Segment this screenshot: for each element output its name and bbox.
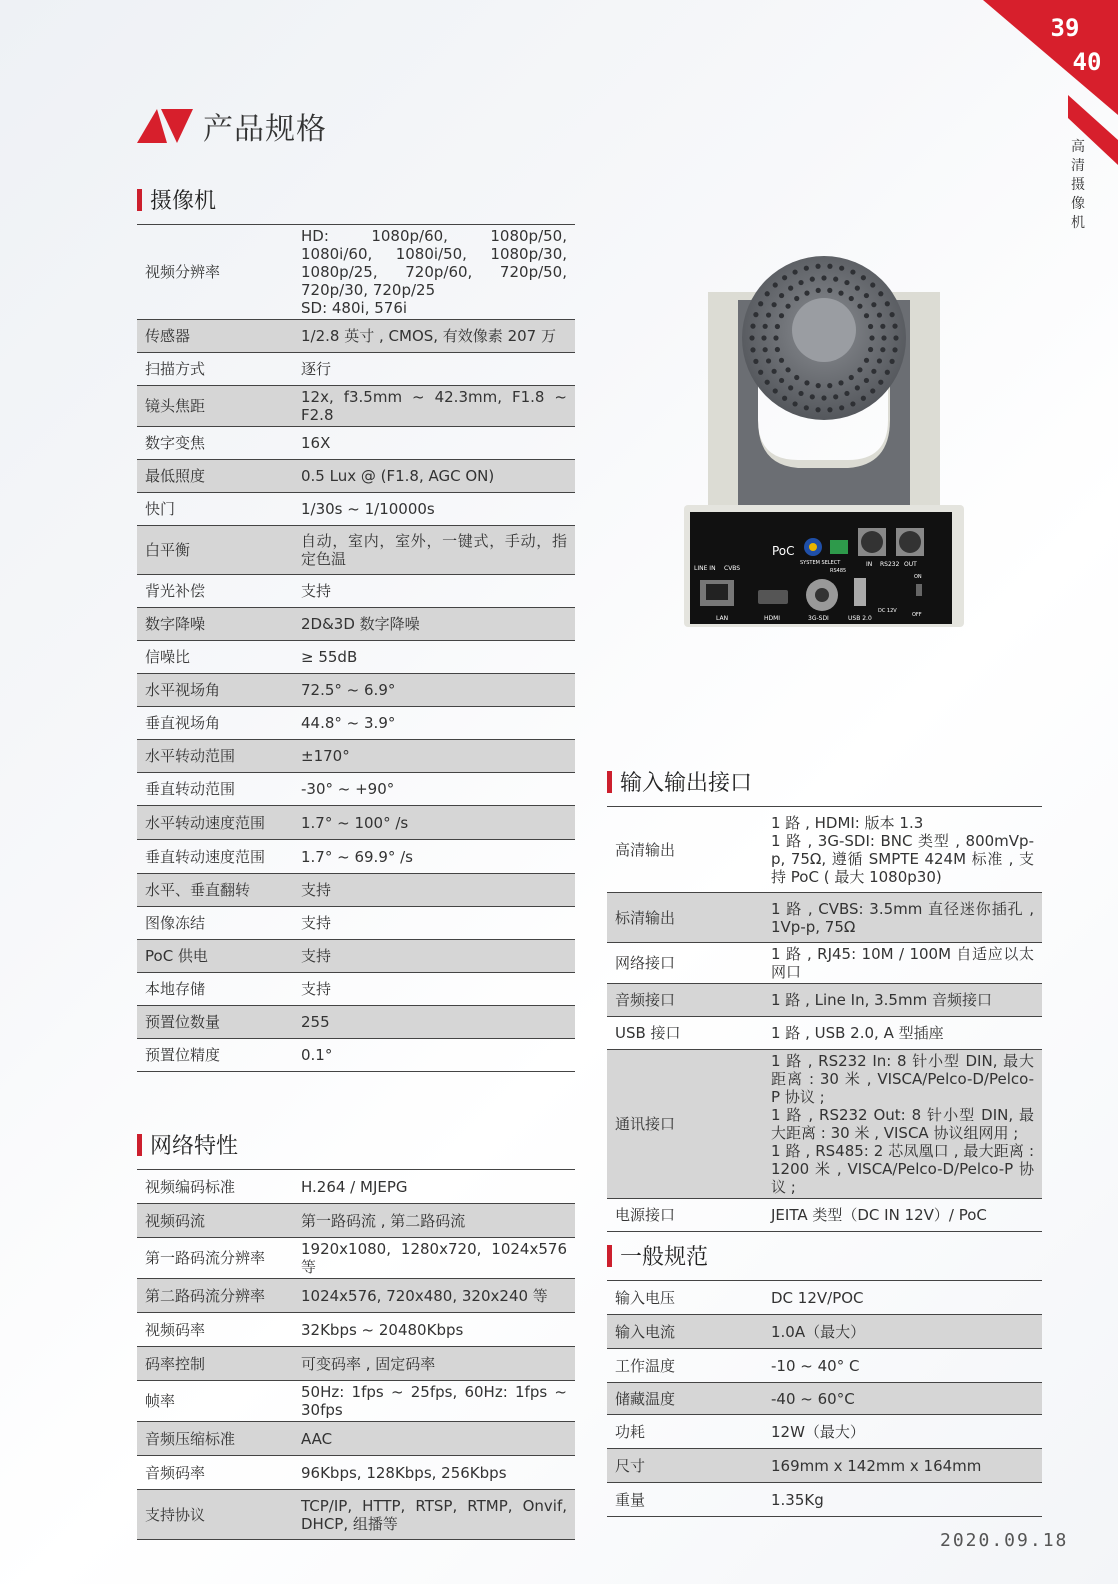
spec-key: 扫描方式 bbox=[137, 353, 293, 386]
spec-key: 网络接口 bbox=[607, 943, 763, 984]
camera-section-heading bbox=[137, 184, 216, 215]
table-row bbox=[607, 1017, 1042, 1050]
table-row bbox=[137, 1238, 575, 1279]
spec-value: 96Kbps, 128Kbps, 256Kbps bbox=[293, 1456, 575, 1490]
rs485-label: RS485 bbox=[830, 568, 847, 574]
spec-key: 水平视场角 bbox=[137, 674, 293, 707]
table-row bbox=[137, 773, 575, 806]
spec-value: -40 ~ 60°C bbox=[763, 1383, 1042, 1415]
table-row bbox=[137, 840, 575, 874]
spec-key: 储藏温度 bbox=[607, 1383, 763, 1415]
sdi-label: 3G-SDI bbox=[808, 615, 829, 622]
table-row bbox=[137, 1381, 575, 1422]
spec-key: 重量 bbox=[607, 1483, 763, 1517]
table-row bbox=[137, 1313, 575, 1347]
table-row bbox=[137, 1039, 575, 1072]
heading-text: 网络特性 bbox=[150, 1134, 239, 1159]
table-row bbox=[137, 940, 575, 973]
table-row bbox=[607, 1281, 1042, 1315]
heading-bar bbox=[137, 1134, 142, 1156]
heading-text: 输入输出接口 bbox=[620, 771, 753, 796]
spec-key: 视频码流 bbox=[137, 1204, 293, 1238]
hdmi-label: HDMI bbox=[764, 615, 781, 622]
spec-value: H.264 / MJEPG bbox=[293, 1170, 575, 1204]
spec-key: 第一路码流分辨率 bbox=[137, 1238, 293, 1279]
publish-date: 2020.09.18 bbox=[940, 1530, 1069, 1551]
io-section-heading bbox=[607, 766, 752, 797]
spec-value: 1.0A（最大） bbox=[763, 1315, 1042, 1349]
poc-label: PoC bbox=[772, 544, 795, 558]
io-spec-table bbox=[607, 806, 1042, 1232]
table-row bbox=[137, 674, 575, 707]
in-label: IN bbox=[866, 561, 873, 568]
table-row bbox=[137, 1456, 575, 1490]
network-section-heading bbox=[137, 1129, 238, 1160]
page-number-bottom: 40 bbox=[1072, 48, 1102, 76]
spec-value: 1/2.8 英寸 , CMOS, 有效像素 207 万 bbox=[293, 320, 575, 353]
spec-value: 255 bbox=[293, 1006, 575, 1039]
spec-key: 视频码率 bbox=[137, 1313, 293, 1347]
rs232-label: RS232 bbox=[880, 561, 900, 568]
spec-key: 音频码率 bbox=[137, 1456, 293, 1490]
spec-key: 垂直转动范围 bbox=[137, 773, 293, 806]
spec-value: 支持 bbox=[293, 907, 575, 940]
table-row bbox=[137, 1279, 575, 1313]
camera-product-image bbox=[678, 250, 968, 630]
table-row bbox=[137, 641, 575, 674]
spec-key: 信噪比 bbox=[137, 641, 293, 674]
spec-key: 图像冻结 bbox=[137, 907, 293, 940]
table-row bbox=[137, 707, 575, 740]
spec-value: 1 路 , HDMI: 版本 1.3 1 路 , 3G-SDI: BNC 类型 , 800mVp-p, 75Ω, 遵循 SMPTE 424M 标准 , 支持 PoC ( 最大 1080p30) bbox=[763, 807, 1042, 893]
spec-value: 1920x1080, 1280x720, 1024x576 等 bbox=[293, 1238, 575, 1279]
spec-value: 12W（最大） bbox=[763, 1415, 1042, 1449]
spec-key: 背光补偿 bbox=[137, 575, 293, 608]
table-row bbox=[607, 1383, 1042, 1415]
spec-key: USB 接口 bbox=[607, 1017, 763, 1050]
spec-value: DC 12V/POC bbox=[763, 1281, 1042, 1315]
spec-value: ±170° bbox=[293, 740, 575, 773]
table-row bbox=[607, 1449, 1042, 1483]
table-row bbox=[137, 460, 575, 493]
camera-spec-table bbox=[137, 224, 575, 1072]
spec-value: TCP/IP, HTTP, RTSP, RTMP, Onvif, DHCP, 组播等 bbox=[293, 1490, 575, 1540]
spec-value: 1 路 , RJ45: 10M / 100M 自适应以太网口 bbox=[763, 943, 1042, 984]
spec-key: 第二路码流分辨率 bbox=[137, 1279, 293, 1313]
table-row bbox=[607, 1199, 1042, 1232]
spec-value: -10 ~ 40° C bbox=[763, 1349, 1042, 1383]
spec-value: 50Hz: 1fps ~ 25fps, 60Hz: 1fps ~ 30fps bbox=[293, 1381, 575, 1422]
spec-key: 垂直视场角 bbox=[137, 707, 293, 740]
spec-value: HD: 1080p/60, 1080p/50, 1080i/60, 1080i/50, 1080p/30, 1080p/25, 720p/60, 720p/50, 720p/30, 720p/25 SD: 480i, 576i bbox=[293, 225, 575, 320]
table-row bbox=[137, 575, 575, 608]
spec-value: 1.7° ~ 100° /s bbox=[293, 806, 575, 840]
spec-value: 2D&3D 数字降噪 bbox=[293, 608, 575, 641]
spec-key: 数字变焦 bbox=[137, 427, 293, 460]
spec-value: ≥ 55dB bbox=[293, 641, 575, 674]
table-row bbox=[607, 1483, 1042, 1517]
spec-key: 视频分辨率 bbox=[137, 225, 293, 320]
spec-key: 通讯接口 bbox=[607, 1050, 763, 1199]
table-row bbox=[137, 907, 575, 940]
out-label: OUT bbox=[904, 561, 917, 568]
general-spec-table bbox=[607, 1280, 1042, 1517]
line-in-label: LINE IN bbox=[694, 565, 716, 572]
heading-bar bbox=[607, 1245, 612, 1267]
spec-key: 标清输出 bbox=[607, 893, 763, 943]
table-row bbox=[137, 353, 575, 386]
spec-key: 预置位精度 bbox=[137, 1039, 293, 1072]
page-number-top: 39 bbox=[1050, 14, 1080, 42]
dc-label: DC 12V bbox=[878, 608, 897, 614]
spec-key: 快门 bbox=[137, 493, 293, 526]
spec-key: 水平转动速度范围 bbox=[137, 806, 293, 840]
spec-key: 传感器 bbox=[137, 320, 293, 353]
spec-key: 高清输出 bbox=[607, 807, 763, 893]
lan-label: LAN bbox=[716, 615, 729, 622]
table-row bbox=[137, 1490, 575, 1540]
spec-key: 输入电流 bbox=[607, 1315, 763, 1349]
cvbs-label: CVBS bbox=[724, 565, 741, 572]
spec-value: 可变码率 , 固定码率 bbox=[293, 1347, 575, 1381]
heading-text: 摄像机 bbox=[150, 189, 217, 214]
spec-key: 白平衡 bbox=[137, 526, 293, 575]
table-row bbox=[137, 1006, 575, 1039]
table-row bbox=[137, 1422, 575, 1456]
spec-key: 音频压缩标准 bbox=[137, 1422, 293, 1456]
spec-value: 逐行 bbox=[293, 353, 575, 386]
spec-key: 视频编码标准 bbox=[137, 1170, 293, 1204]
spec-value: 32Kbps ~ 20480Kbps bbox=[293, 1313, 575, 1347]
general-section-heading bbox=[607, 1240, 708, 1271]
table-row bbox=[137, 526, 575, 575]
spec-key: 镜头焦距 bbox=[137, 386, 293, 427]
table-row bbox=[137, 608, 575, 641]
table-row bbox=[137, 973, 575, 1006]
spec-key: 工作温度 bbox=[607, 1349, 763, 1383]
spec-value: 169mm x 142mm x 164mm bbox=[763, 1449, 1042, 1483]
table-row bbox=[607, 1050, 1042, 1199]
page-title bbox=[137, 104, 327, 148]
table-row bbox=[137, 320, 575, 353]
table-row bbox=[137, 427, 575, 460]
table-row bbox=[607, 893, 1042, 943]
table-row bbox=[137, 225, 575, 320]
spec-value: 0.5 Lux @ (F1.8, AGC ON) bbox=[293, 460, 575, 493]
spec-value: JEITA 类型（DC IN 12V）/ PoC bbox=[763, 1199, 1042, 1232]
spec-value: 1.35Kg bbox=[763, 1483, 1042, 1517]
usb-label: USB 2.0 bbox=[848, 615, 872, 622]
spec-value: 第一路码流 , 第二路码流 bbox=[293, 1204, 575, 1238]
table-row bbox=[137, 1170, 575, 1204]
table-row bbox=[137, 493, 575, 526]
spec-key: 功耗 bbox=[607, 1415, 763, 1449]
spec-value: 1 路 , USB 2.0, A 型插座 bbox=[763, 1017, 1042, 1050]
heading-bar bbox=[137, 189, 142, 211]
table-row bbox=[607, 943, 1042, 984]
page-title-text: 产品规格 bbox=[203, 112, 327, 147]
table-row bbox=[137, 806, 575, 840]
spec-value: 支持 bbox=[293, 973, 575, 1006]
table-row bbox=[137, 1204, 575, 1238]
table-row bbox=[607, 807, 1042, 893]
spec-value: 16X bbox=[293, 427, 575, 460]
spec-key: 音频接口 bbox=[607, 984, 763, 1017]
heading-text: 一般规范 bbox=[620, 1245, 709, 1270]
spec-value: 1 路 , Line In, 3.5mm 音频接口 bbox=[763, 984, 1042, 1017]
table-row bbox=[137, 386, 575, 427]
spec-key: 码率控制 bbox=[137, 1347, 293, 1381]
heading-bar bbox=[607, 771, 612, 793]
spec-key: 水平、垂直翻转 bbox=[137, 874, 293, 907]
spec-value: 1/30s ~ 1/10000s bbox=[293, 493, 575, 526]
table-row bbox=[137, 1347, 575, 1381]
spec-key: 输入电压 bbox=[607, 1281, 763, 1315]
spec-value: 12x, f3.5mm ~ 42.3mm, F1.8 ~ F2.8 bbox=[293, 386, 575, 427]
off-label: OFF bbox=[912, 612, 922, 618]
spec-value: 1 路 , RS232 In: 8 针小型 DIN, 最大距离 : 30 米 , VISCA/Pelco-D/Pelco-P 协议 ; 1 路 , RS232 Out: 8 针小型 DIN, 最大距离 : 30 米 , VISCA 协议组网用 ; 1 路 , RS485: 2 芯凤凰口 , 最大距离 : 1200 米 , VISCA/Pelco-D/Pelco-P 协议 ; bbox=[763, 1050, 1042, 1199]
spec-value: 1 路 , CVBS: 3.5mm 直径迷你插孔 , 1Vp-p, 75Ω bbox=[763, 893, 1042, 943]
spec-value: 自动，室内，室外，一键式，手动，指定色温 bbox=[293, 526, 575, 575]
table-row bbox=[607, 984, 1042, 1017]
spec-key: 垂直转动速度范围 bbox=[137, 840, 293, 874]
spec-key: 数字降噪 bbox=[137, 608, 293, 641]
spec-value: -30° ~ +90° bbox=[293, 773, 575, 806]
table-row bbox=[137, 874, 575, 907]
spec-key: 预置位数量 bbox=[137, 1006, 293, 1039]
spec-key: 帧率 bbox=[137, 1381, 293, 1422]
spec-value: 支持 bbox=[293, 874, 575, 907]
table-row bbox=[607, 1415, 1042, 1449]
spec-value: 1.7° ~ 69.9° /s bbox=[293, 840, 575, 874]
system-select-label: SYSTEM SELECT bbox=[800, 560, 841, 566]
spec-value: 44.8° ~ 3.9° bbox=[293, 707, 575, 740]
spec-key: 水平转动范围 bbox=[137, 740, 293, 773]
table-row bbox=[607, 1315, 1042, 1349]
side-label: 高清摄像机 bbox=[1071, 139, 1085, 231]
spec-value: 0.1° bbox=[293, 1039, 575, 1072]
spec-key: 支持协议 bbox=[137, 1490, 293, 1540]
spec-value: AAC bbox=[293, 1422, 575, 1456]
spec-value: 72.5° ~ 6.9° bbox=[293, 674, 575, 707]
spec-value: 支持 bbox=[293, 575, 575, 608]
table-row bbox=[607, 1349, 1042, 1383]
spec-key: 本地存储 bbox=[137, 973, 293, 1006]
spec-key: PoC 供电 bbox=[137, 940, 293, 973]
spec-key: 尺寸 bbox=[607, 1449, 763, 1483]
spec-key: 最低照度 bbox=[137, 460, 293, 493]
spec-value: 支持 bbox=[293, 940, 575, 973]
brand-logo-icon bbox=[137, 107, 193, 145]
table-row bbox=[137, 740, 575, 773]
spec-key: 电源接口 bbox=[607, 1199, 763, 1232]
spec-value: 1024x576, 720x480, 320x240 等 bbox=[293, 1279, 575, 1313]
network-spec-table bbox=[137, 1169, 575, 1540]
on-label: ON bbox=[914, 574, 922, 580]
